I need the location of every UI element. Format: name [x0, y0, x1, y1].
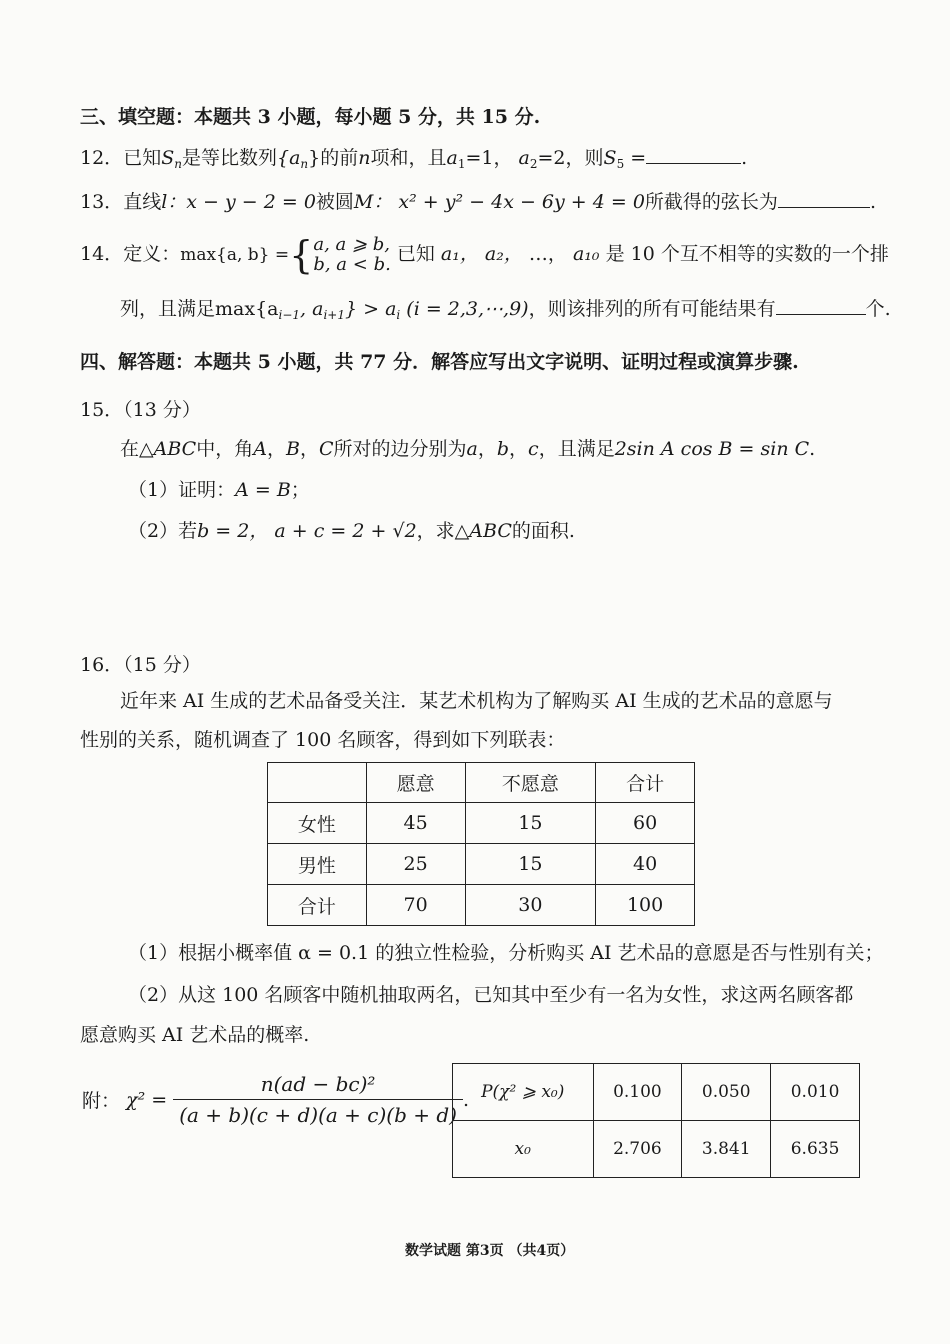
- contingency-cell: 男性: [268, 844, 367, 885]
- critical-value-cell: 0.010: [771, 1064, 860, 1121]
- q12-text: 项和，且: [370, 147, 447, 169]
- q15-part1-label: （1）证明：: [128, 479, 236, 501]
- q12-a1-sub: 1: [457, 157, 466, 171]
- q12-seq-end: }: [308, 147, 321, 169]
- q15-side-b: b: [496, 438, 510, 460]
- contingency-cell: 100: [596, 885, 695, 926]
- q13-line-eq: ：x − y − 2 = 0: [167, 191, 316, 213]
- q15-angle-c: C: [318, 438, 334, 460]
- q13-text: 直线: [123, 191, 162, 213]
- contingency-cell: 70: [366, 885, 465, 926]
- q14-case2: b, a < b.: [313, 254, 391, 275]
- q12-a2-val: =2，则: [537, 147, 604, 169]
- contingency-row: [268, 803, 695, 844]
- q14-case1: a, a ⩾ b,: [313, 234, 391, 255]
- question-16-number: 16．（15 分）: [80, 654, 201, 676]
- q12-s5: S: [603, 147, 617, 169]
- contingency-row: [268, 885, 695, 926]
- q14-range: (i = 2,3,⋯,9): [406, 298, 529, 320]
- question-16-stem-line2: 性别的关系，随机调查了 100 名顾客，得到如下列联表：: [80, 729, 566, 751]
- q15-side-a: a: [466, 438, 478, 460]
- answer-blank-13[interactable]: [778, 189, 870, 208]
- q14-cond: max{a: [215, 298, 279, 320]
- q12-text: 的前: [320, 147, 359, 169]
- q12-n: n: [358, 147, 371, 169]
- q13-text: 被圆: [315, 191, 354, 213]
- question-13: [80, 189, 876, 215]
- q15-part2-end: 的面积.: [511, 520, 575, 542]
- section-3-header: 三、填空题：本题共 3 小题，每小题 5 分，共 15 分.: [80, 106, 541, 128]
- question-13-number: 13．: [80, 191, 124, 213]
- answer-blank-12[interactable]: [646, 145, 741, 164]
- contingency-header-cell: [268, 763, 367, 803]
- formula-end: .: [462, 1088, 470, 1111]
- q12-eq: =: [630, 147, 647, 169]
- contingency-cell: 30: [465, 885, 596, 926]
- q14-text: 已知: [396, 243, 435, 265]
- question-16-part2-line1: （2）从这 100 名顾客中随机抽取两名，已知其中至少有一名为女性，求这两名顾客都: [128, 984, 854, 1006]
- q13-end: .: [869, 191, 876, 213]
- q14-brace: {: [289, 233, 314, 277]
- q14-dots: …，: [528, 243, 567, 265]
- question-15-part2: [128, 518, 575, 544]
- question-16-part2-line2: 愿意购买 AI 艺术品的概率.: [80, 1024, 310, 1046]
- q14-text: 定义：: [123, 243, 181, 265]
- critical-value-table: [452, 1063, 860, 1178]
- critical-value-label: x₀: [453, 1121, 594, 1178]
- q12-sn-sub: n: [174, 157, 182, 171]
- q15-part1-end: ；: [290, 479, 310, 501]
- question-14: [80, 234, 889, 275]
- q14-cond-sub2: i+1: [323, 308, 345, 322]
- critical-value-label: P(χ² ⩾ x₀): [453, 1064, 594, 1121]
- q15-text: 中，角: [196, 438, 254, 460]
- question-14-number: 14．: [80, 243, 124, 265]
- q13-l: l: [161, 191, 168, 213]
- contingency-cell: 45: [366, 803, 465, 844]
- contingency-cell: 15: [465, 803, 596, 844]
- q12-end: .: [741, 147, 748, 169]
- page-footer: 数学试题 第3页 （共4页）: [405, 1243, 575, 1259]
- question-16-part1: （1）根据小概率值 α = 0.1 的独立性检验，分析购买 AI 艺术品的意愿是否与性别有关；: [128, 942, 884, 964]
- q14-cond-sub1: i−1: [278, 308, 301, 322]
- q15-part2-text: ，求△: [416, 520, 470, 542]
- q12-text: 已知: [123, 147, 162, 169]
- q14-cond-sub3: i: [396, 308, 401, 322]
- q15-part1-eq: A = B: [235, 479, 291, 501]
- q13-text: 所截得的弦长为: [644, 191, 778, 213]
- critical-value-row-x: [453, 1121, 860, 1178]
- q13-circle-eq: ： x² + y² − 4x − 6y + 4 = 0: [373, 191, 645, 213]
- contingency-cell: 25: [366, 844, 465, 885]
- chi-square-fraction: [173, 1072, 463, 1127]
- q15-part2-b: b = 2，: [197, 520, 269, 542]
- q14-a10: a₁₀: [572, 243, 600, 265]
- q14-text: 是 10 个互不相等的实数的一个排: [605, 243, 889, 265]
- section-4-header: 四、解答题：本题共 5 小题，共 77 分．解答应写出文字说明、证明过程或演算步骤.: [80, 351, 799, 373]
- contingency-header-cell: 合计: [596, 763, 695, 803]
- contingency-cell: 40: [596, 844, 695, 885]
- question-16-stem-line1: 近年来 AI 生成的艺术品备受关注．某艺术机构为了解购买 AI 生成的艺术品的意愿与: [120, 690, 833, 712]
- question-14-line2: [120, 296, 891, 328]
- q12-seq: {a: [276, 147, 301, 169]
- critical-value-cell: 0.050: [682, 1064, 771, 1121]
- q12-a1-val: =1，: [465, 147, 513, 169]
- q15-text: 在△: [120, 438, 154, 460]
- critical-value-cell: 2.706: [593, 1121, 682, 1178]
- q14-cases: [313, 235, 390, 275]
- q15-text: 所对的边分别为: [333, 438, 467, 460]
- appendix-formula: [82, 1072, 469, 1127]
- q13-m: M: [353, 191, 374, 213]
- chi-square-symbol: χ² =: [126, 1088, 168, 1111]
- q12-sn: S: [161, 147, 175, 169]
- q14-cond-mid: , a: [300, 298, 324, 320]
- q15-angle-b: B: [285, 438, 300, 460]
- answer-blank-14[interactable]: [776, 296, 866, 315]
- q15-end: .: [809, 438, 816, 460]
- q12-text: 是等比数列: [181, 147, 277, 169]
- question-12-number: 12．: [80, 147, 124, 169]
- q14-line2-text: 列，且满足: [120, 298, 216, 320]
- contingency-cell: 女性: [268, 803, 367, 844]
- q15-condition: 2sin A cos B = sin C: [614, 438, 810, 460]
- q14-a1: a₁，: [440, 243, 479, 265]
- q14-a2: a₂，: [484, 243, 523, 265]
- q12-a1: a: [446, 147, 458, 169]
- q12-s5-sub: 5: [616, 157, 625, 171]
- critical-value-cell: 6.635: [771, 1121, 860, 1178]
- formula-denominator: (a + b)(c + d)(a + c)(b + d): [179, 1103, 457, 1127]
- q14-cond-end: } > a: [344, 298, 397, 320]
- q12-a2: a: [518, 147, 530, 169]
- q12-seq-sub: n: [300, 157, 309, 171]
- q15-abc: ABC: [153, 438, 197, 460]
- contingency-row: [268, 844, 695, 885]
- question-15-stem: 在△ABC中，角A，B，C所对的边分别为a，b，c，且满足2sin A cos B = sin C.: [120, 438, 816, 460]
- q14-end: 个.: [865, 298, 891, 320]
- q14-line2-text: ，则该排列的所有可能结果有: [528, 298, 776, 320]
- q15-side-c: c: [528, 438, 539, 460]
- contingency-header-row: [268, 763, 695, 803]
- q15-part2-abc: ABC: [469, 520, 512, 542]
- contingency-cell: 60: [596, 803, 695, 844]
- critical-value-cell: 0.100: [593, 1064, 682, 1121]
- appendix-label: 附：: [82, 1090, 121, 1112]
- contingency-header-cell: 愿意: [366, 763, 465, 803]
- q14-max-def: max{a, b} =: [180, 245, 290, 265]
- contingency-cell: 合计: [268, 885, 367, 926]
- contingency-table: [267, 762, 695, 926]
- critical-value-row-p: [453, 1064, 860, 1121]
- formula-numerator: n(ad − bc)²: [173, 1072, 463, 1100]
- question-15-number: 15．（13 分）: [80, 399, 201, 421]
- q15-part2-ac: a + c = 2 + √2: [274, 520, 417, 542]
- question-15-part1: [128, 477, 310, 503]
- q15-text: ，且满足: [538, 438, 615, 460]
- q15-angle-a: A: [253, 438, 267, 460]
- question-12: [80, 145, 747, 177]
- contingency-cell: 15: [465, 844, 596, 885]
- critical-value-cell: 3.841: [682, 1121, 771, 1178]
- q15-part2-label: （2）若: [128, 520, 198, 542]
- contingency-header-cell: 不愿意: [465, 763, 596, 803]
- q12-a2-sub: 2: [529, 157, 538, 171]
